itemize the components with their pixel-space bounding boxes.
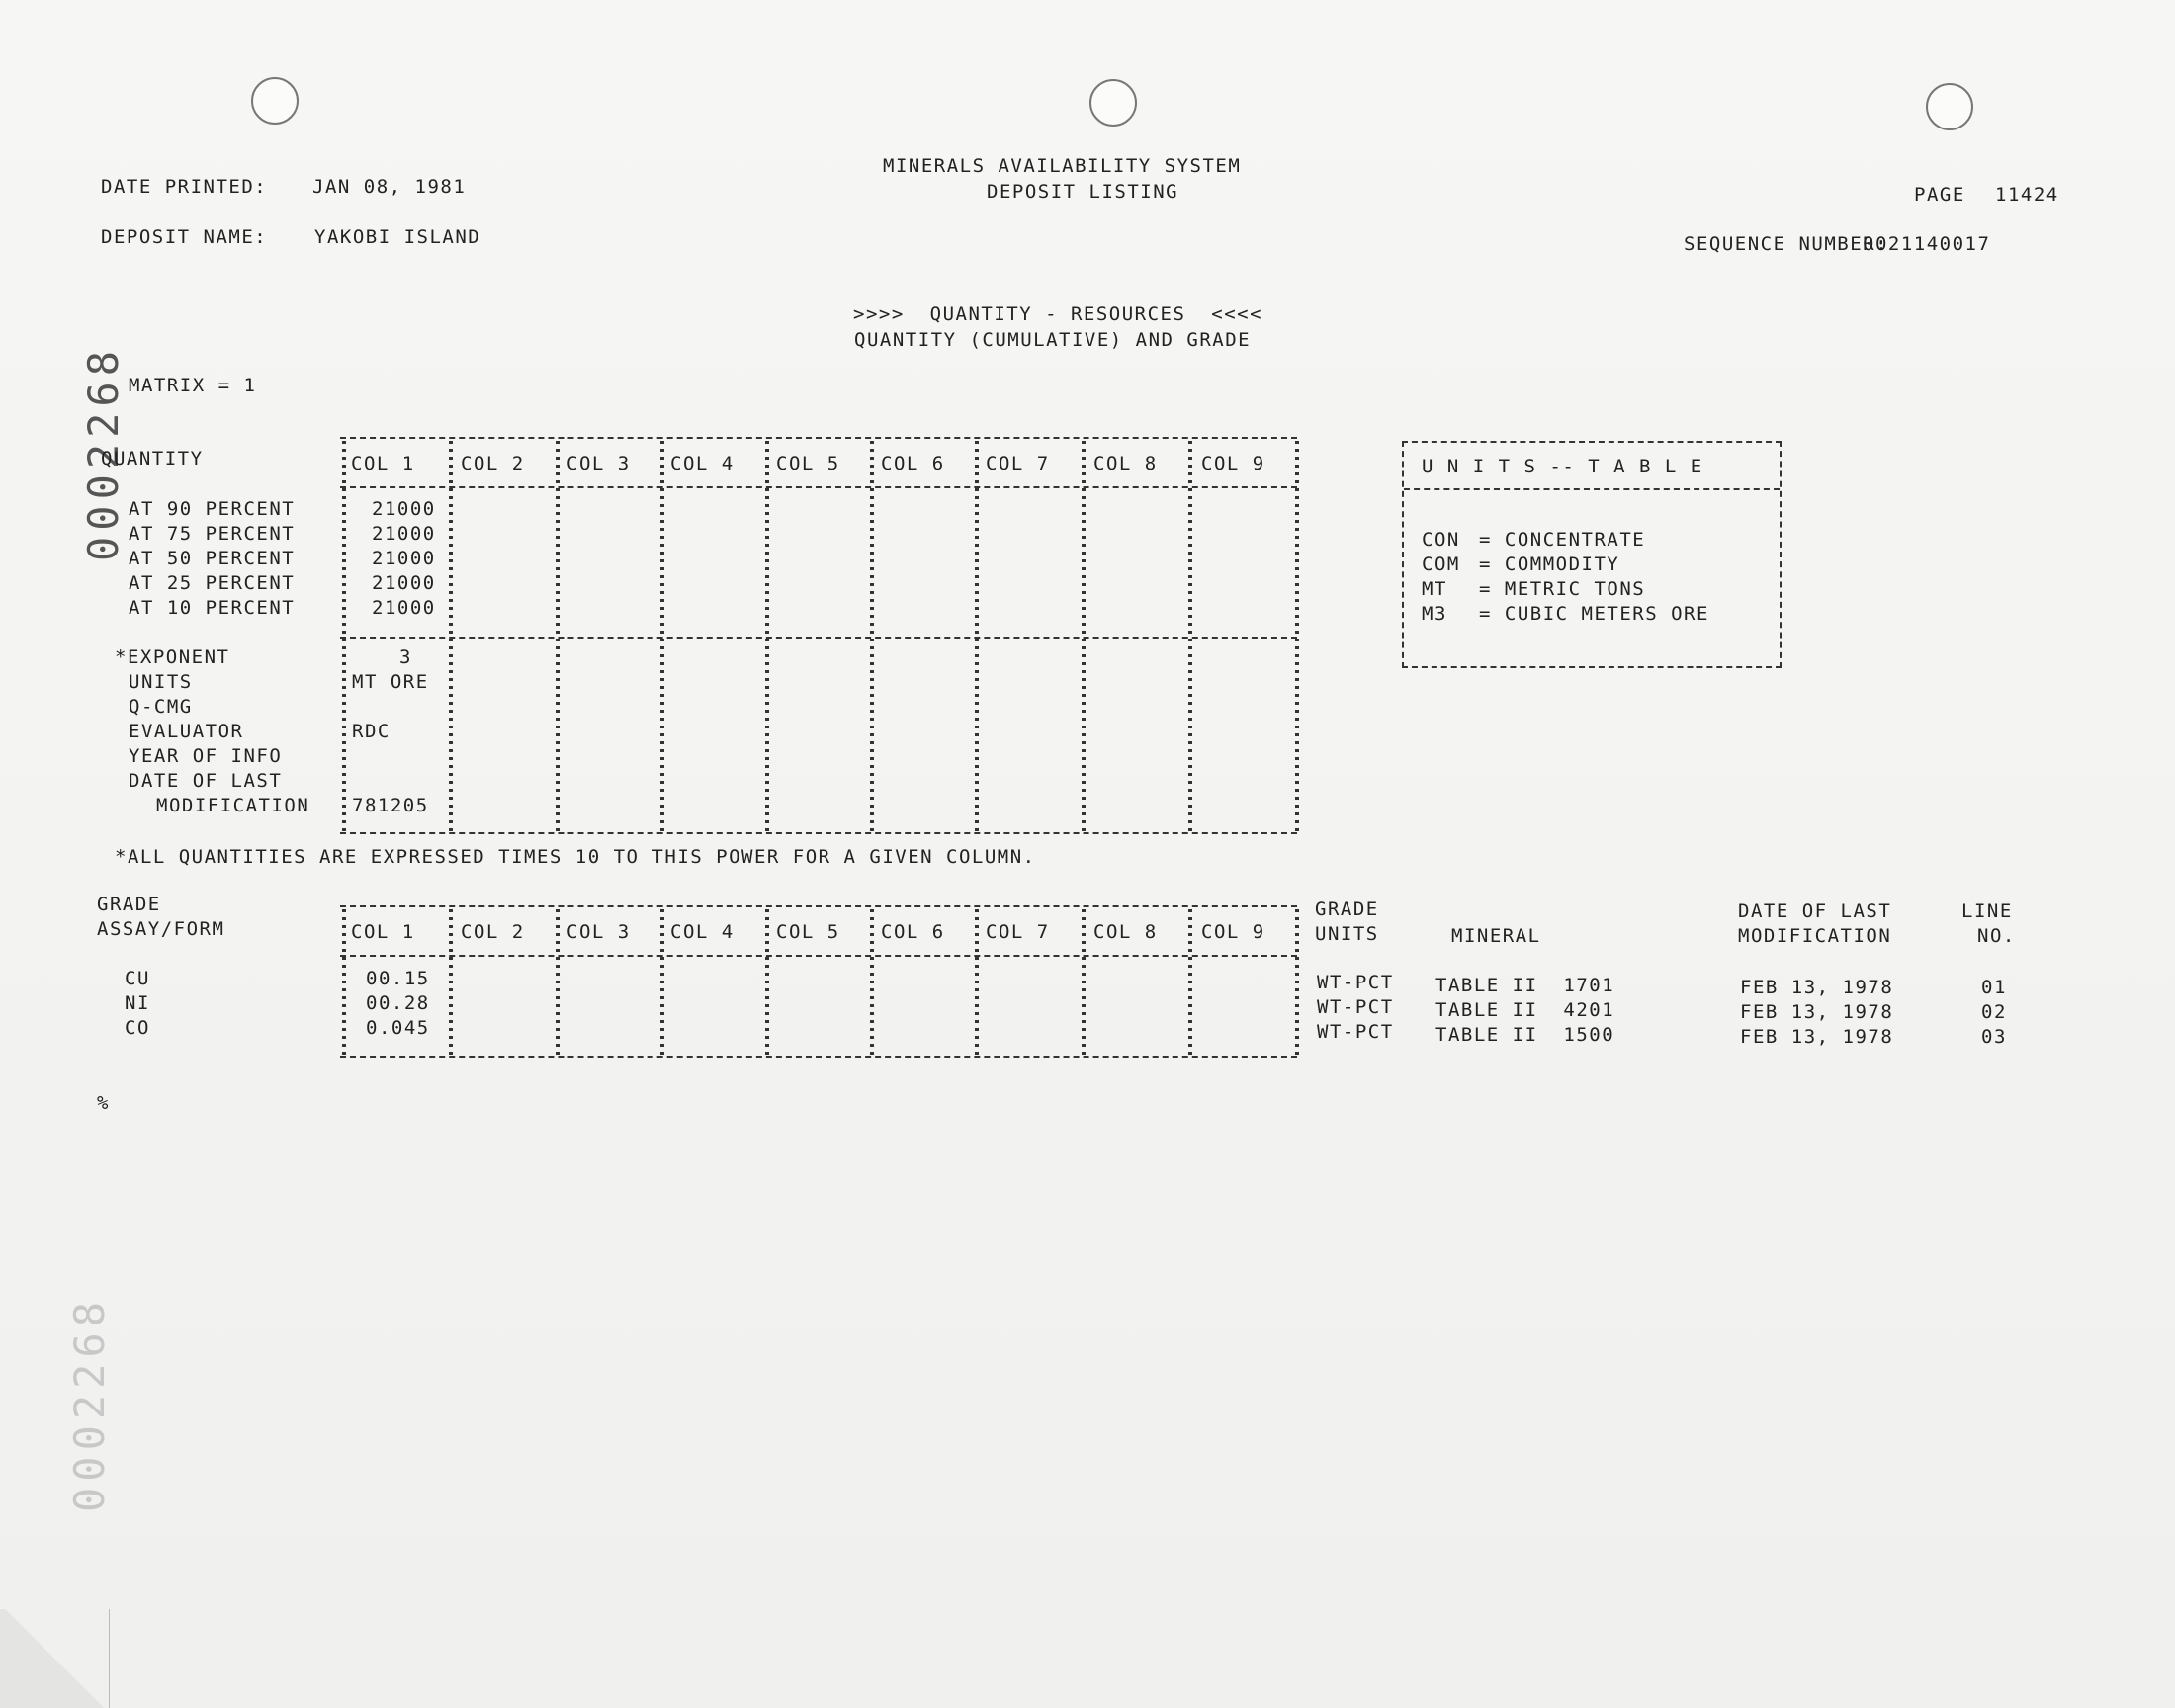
date-last-header-1: DATE OF LAST <box>1738 900 1892 922</box>
qty-col-separator <box>449 441 453 834</box>
units-table <box>1402 441 1782 668</box>
grade-table-top-rule <box>340 905 1297 907</box>
exponent-footnote: *ALL QUANTITIES ARE EXPRESSED TIMES 10 TO THIS POWER FOR A GIVEN COLUMN. <box>115 846 1036 868</box>
sequence-label: SEQUENCE NUMBER: <box>1684 233 1889 255</box>
percent-row-label: AT 10 PERCENT <box>129 597 296 619</box>
grade-units: WT-PCT <box>1317 1021 1394 1043</box>
qty-col-header-4: COL 4 <box>670 453 735 474</box>
grade-element: CO <box>125 1017 150 1039</box>
faint-stamp-number: 0002268 <box>65 1295 114 1512</box>
qty-col-separator <box>870 441 874 834</box>
qty-col-separator <box>765 441 769 834</box>
grade-value: 00.28 <box>366 992 430 1014</box>
deposit-name-label: DEPOSIT NAME: <box>101 226 268 248</box>
grade-units: WT-PCT <box>1317 996 1394 1018</box>
sequence-number: 0021140017 <box>1863 233 1991 255</box>
attribute-row-label: YEAR OF INFO <box>129 745 283 767</box>
grade-col-separator <box>556 909 560 1058</box>
grade-mineral: TABLE II 1701 <box>1436 975 1615 996</box>
grade-date: FEB 13, 1978 <box>1740 1001 1894 1023</box>
section-subtitle: QUANTITY (CUMULATIVE) AND GRADE <box>854 329 1252 351</box>
quantity-table-top-rule <box>340 437 1297 439</box>
grade-units: WT-PCT <box>1317 972 1394 993</box>
line-no-header-1: LINE <box>1961 900 2013 922</box>
attribute-row-label: UNITS <box>129 671 193 693</box>
percent-row-label: AT 25 PERCENT <box>129 572 296 594</box>
punch-hole-center <box>1089 79 1137 127</box>
grade-line-no: 02 <box>1981 1001 2007 1023</box>
attribute-row-label: *EXPONENT <box>115 646 230 668</box>
date-printed-value: JAN 08, 1981 <box>312 176 467 198</box>
grade-header-rule <box>340 955 1297 957</box>
qty-col-header-9: COL 9 <box>1201 453 1265 474</box>
section-title: >>>> QUANTITY - RESOURCES <<<< <box>853 303 1263 325</box>
grade-table-bottom-rule <box>340 1056 1297 1058</box>
punch-hole-right <box>1926 83 1973 130</box>
page-label: PAGE <box>1914 184 1965 206</box>
quantity-table-bottom-rule <box>340 832 1297 834</box>
grade-header-line2: ASSAY/FORM <box>97 918 225 940</box>
units-entry-code: MT <box>1422 578 1447 600</box>
qty-col-header-5: COL 5 <box>776 453 840 474</box>
grade-col-separator <box>449 909 453 1058</box>
percent-rows-bottom-rule <box>340 637 1297 639</box>
date-printed-label: DATE PRINTED: <box>101 176 268 198</box>
grade-units-header-1: GRADE <box>1315 898 1379 920</box>
percent-row-value: 21000 <box>372 498 436 520</box>
grade-value: 00.15 <box>366 968 430 989</box>
attribute-row-value: MT ORE <box>352 671 429 693</box>
percent-row-label: AT 90 PERCENT <box>129 498 296 520</box>
quantity-row-header: QUANTITY <box>101 448 204 470</box>
grade-col-header-8: COL 8 <box>1093 921 1158 943</box>
attribute-row-label: Q-CMG <box>129 696 193 718</box>
system-title: MINERALS AVAILABILITY SYSTEM <box>883 155 1242 177</box>
folded-corner <box>0 1609 110 1708</box>
grade-units-header-2: UNITS <box>1315 923 1379 945</box>
grade-date: FEB 13, 1978 <box>1740 977 1894 998</box>
qty-col-header-3: COL 3 <box>566 453 631 474</box>
percent-mark: % <box>97 1092 110 1114</box>
percent-row-label: AT 50 PERCENT <box>129 548 296 569</box>
grade-col-header-2: COL 2 <box>461 921 525 943</box>
grade-element: NI <box>125 992 150 1014</box>
units-entry-code: M3 <box>1422 603 1447 625</box>
grade-col-header-5: COL 5 <box>776 921 840 943</box>
units-entry-code: CON <box>1422 529 1460 551</box>
qty-col-separator <box>1295 441 1299 834</box>
percent-row-value: 21000 <box>372 548 436 569</box>
grade-col-separator <box>765 909 769 1058</box>
side-stamp-number: 0002268 <box>79 344 128 561</box>
grade-col-separator <box>1295 909 1299 1058</box>
quantity-header-rule <box>340 486 1297 488</box>
listing-title: DEPOSIT LISTING <box>987 181 1179 203</box>
grade-col-header-7: COL 7 <box>986 921 1050 943</box>
grade-col-header-4: COL 4 <box>670 921 735 943</box>
grade-mineral: TABLE II 4201 <box>1436 999 1615 1021</box>
units-entry-meaning: = CONCENTRATE <box>1479 529 1646 551</box>
units-table-title-rule <box>1404 488 1780 490</box>
date-last-header-2: MODIFICATION <box>1738 925 1892 947</box>
qty-col-header-2: COL 2 <box>461 453 525 474</box>
attribute-row-label: MODIFICATION <box>156 795 310 816</box>
attribute-row-label: EVALUATOR <box>129 721 244 742</box>
units-entry-meaning: = METRIC TONS <box>1479 578 1646 600</box>
percent-row-value: 21000 <box>372 572 436 594</box>
attribute-row-label: DATE OF LAST <box>129 770 283 792</box>
percent-row-label: AT 75 PERCENT <box>129 523 296 545</box>
percent-row-value: 21000 <box>372 523 436 545</box>
units-table-title: U N I T S -- T A B L E <box>1422 456 1703 477</box>
grade-col-separator <box>870 909 874 1058</box>
qty-col-header-1: COL 1 <box>351 453 415 474</box>
grade-col-separator <box>660 909 664 1058</box>
qty-col-header-8: COL 8 <box>1093 453 1158 474</box>
grade-col-separator <box>975 909 979 1058</box>
line-no-header-2: NO. <box>1977 925 2016 947</box>
grade-col-separator <box>1082 909 1086 1058</box>
qty-col-separator <box>1188 441 1192 834</box>
qty-col-separator <box>975 441 979 834</box>
grade-col-separator <box>342 909 346 1058</box>
units-entry-meaning: = COMMODITY <box>1479 554 1620 575</box>
mineral-header: MINERAL <box>1451 925 1541 947</box>
grade-element: CU <box>125 968 150 989</box>
grade-line-no: 01 <box>1981 977 2007 998</box>
grade-line-no: 03 <box>1981 1026 2007 1048</box>
attribute-row-value: RDC <box>352 721 391 742</box>
grade-value: 0.045 <box>366 1017 430 1039</box>
matrix-label: MATRIX = 1 <box>129 375 257 396</box>
qty-col-separator <box>556 441 560 834</box>
attribute-row-value: 781205 <box>352 795 429 816</box>
percent-row-value: 21000 <box>372 597 436 619</box>
units-entry-meaning: = CUBIC METERS ORE <box>1479 603 1709 625</box>
grade-col-header-6: COL 6 <box>881 921 945 943</box>
qty-col-separator <box>342 441 346 834</box>
grade-col-separator <box>1188 909 1192 1058</box>
page-number: 11424 <box>1995 184 2059 206</box>
grade-date: FEB 13, 1978 <box>1740 1026 1894 1048</box>
qty-col-header-7: COL 7 <box>986 453 1050 474</box>
grade-col-header-3: COL 3 <box>566 921 631 943</box>
deposit-name-value: YAKOBI ISLAND <box>314 226 481 248</box>
attribute-row-value: 3 <box>399 646 412 668</box>
qty-col-separator <box>660 441 664 834</box>
qty-col-separator <box>1082 441 1086 834</box>
punch-hole-left <box>251 77 299 125</box>
grade-col-header-9: COL 9 <box>1201 921 1265 943</box>
grade-mineral: TABLE II 1500 <box>1436 1024 1615 1046</box>
qty-col-header-6: COL 6 <box>881 453 945 474</box>
units-entry-code: COM <box>1422 554 1460 575</box>
grade-header-line1: GRADE <box>97 894 161 915</box>
grade-col-header-1: COL 1 <box>351 921 415 943</box>
